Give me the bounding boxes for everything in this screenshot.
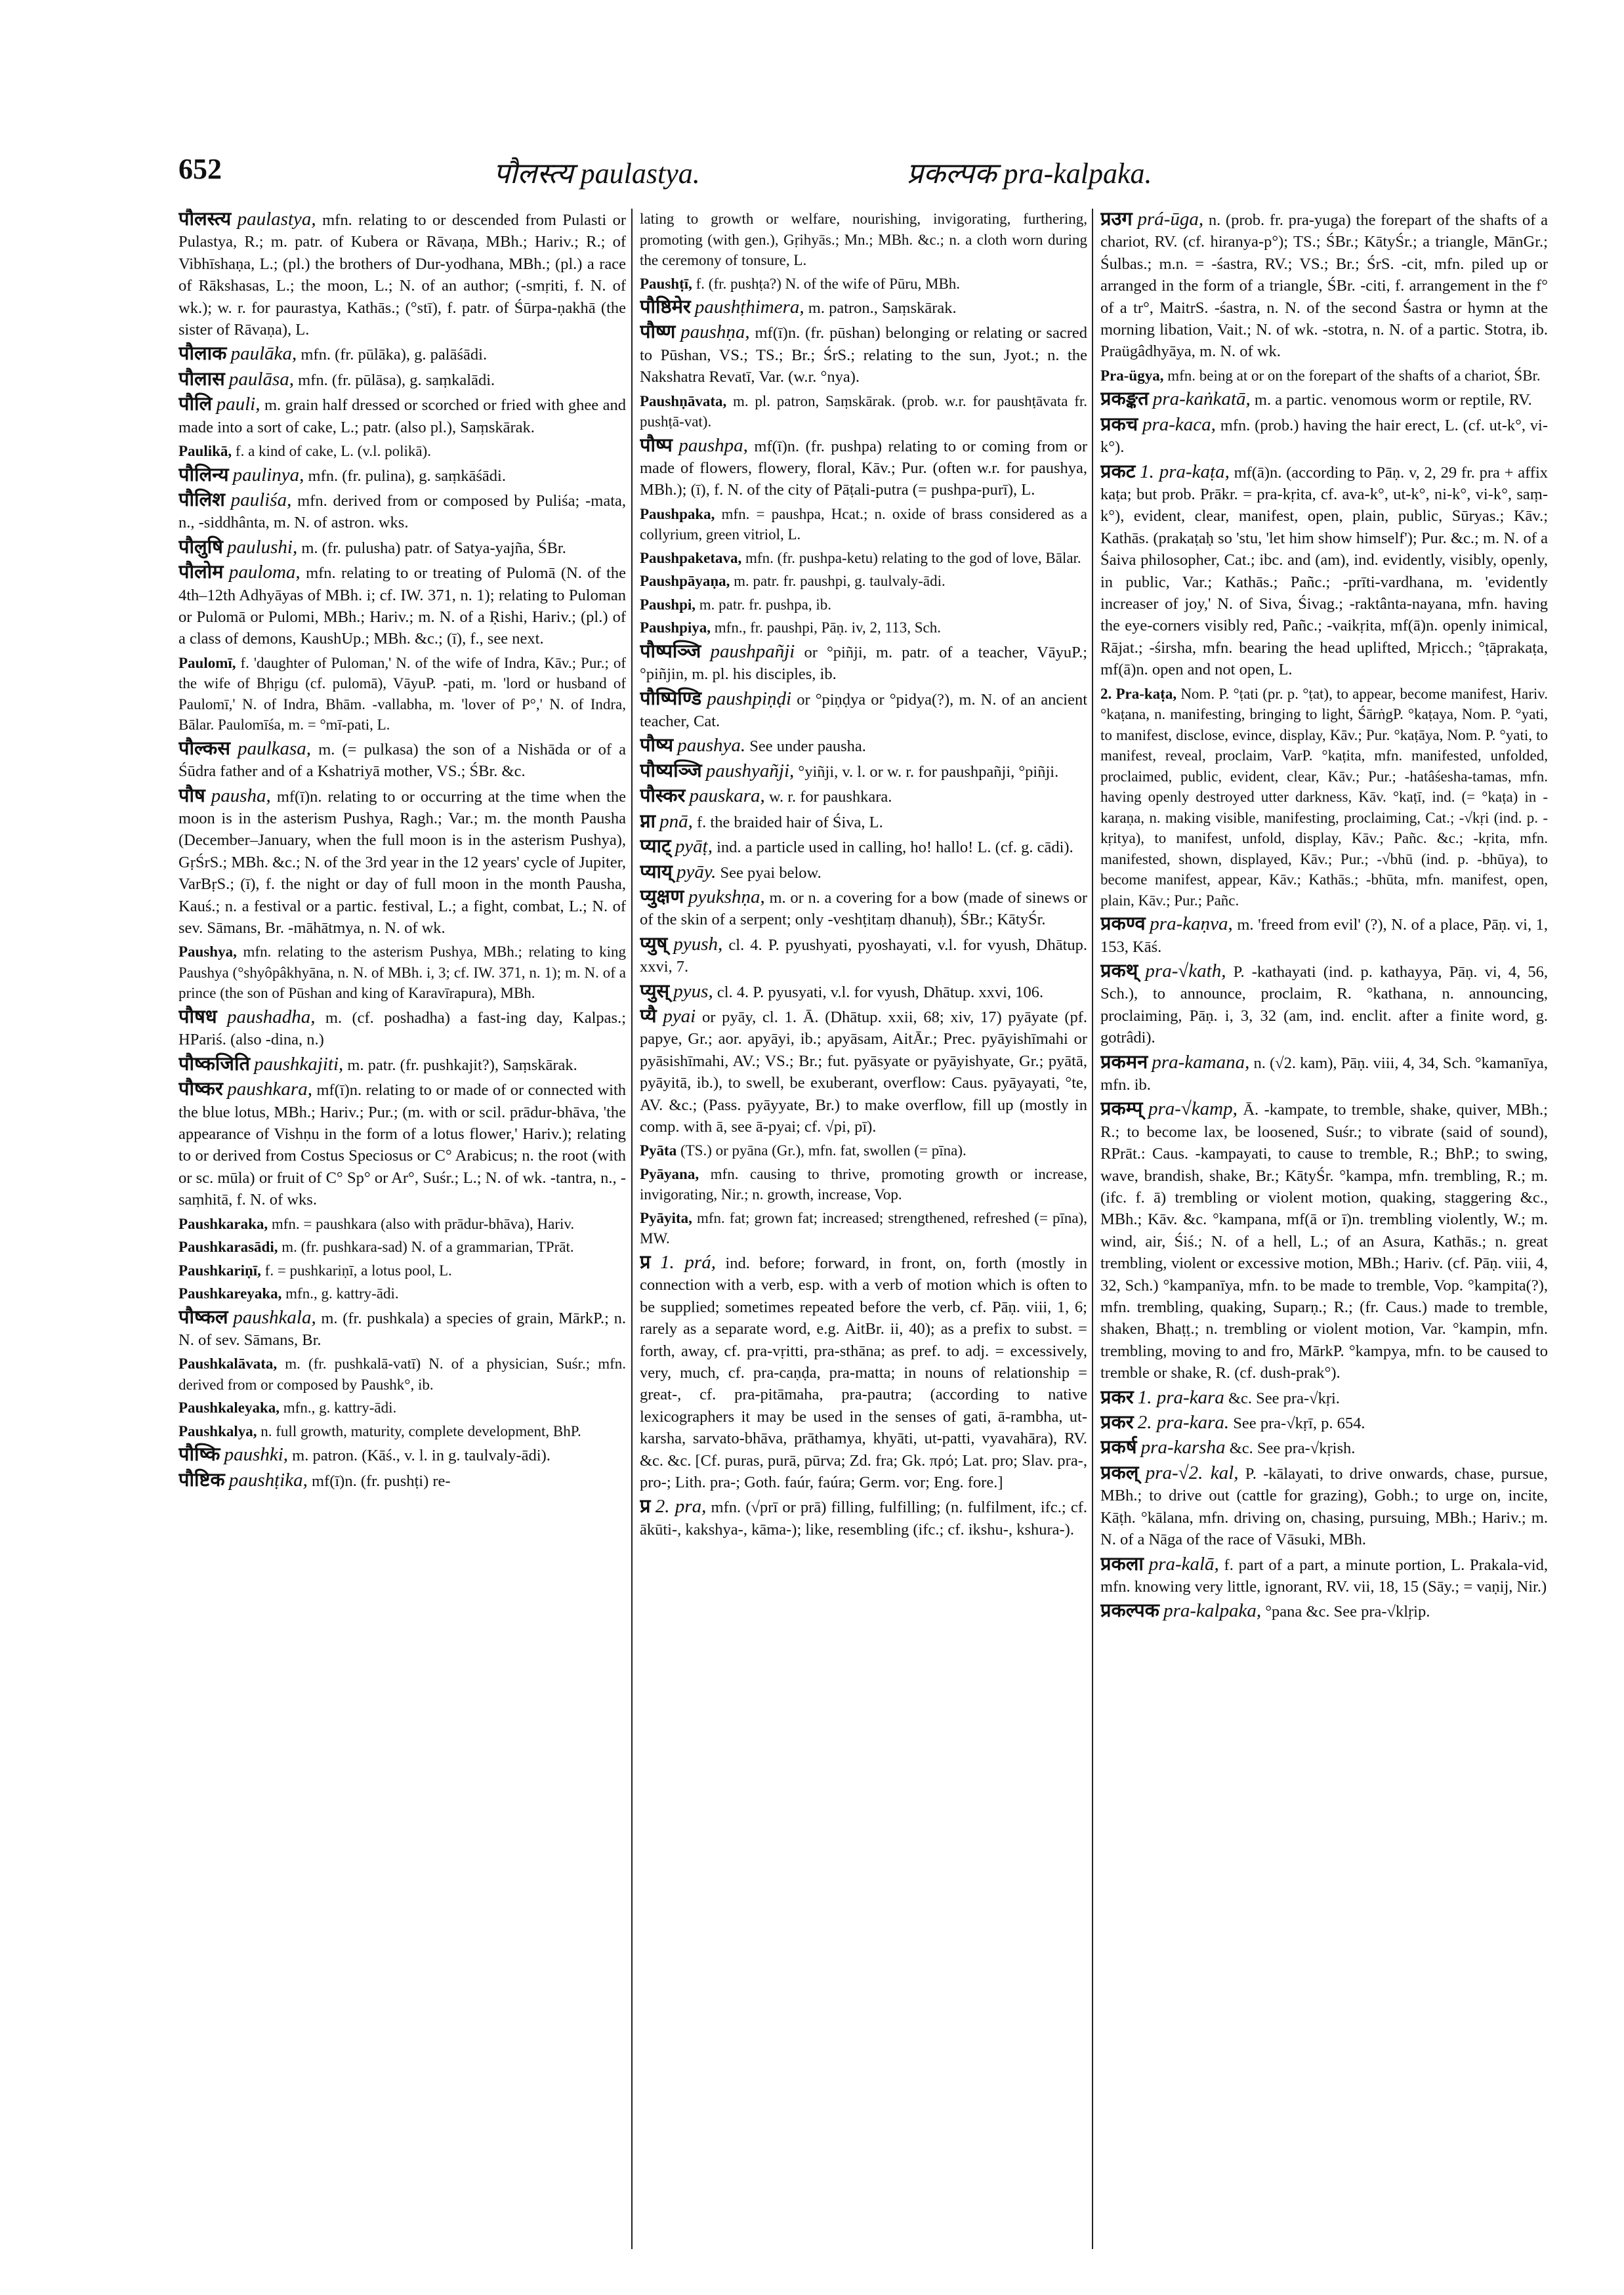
headword-transliteration: paushki, — [224, 1444, 289, 1466]
sub-headword: Paushpaka, — [640, 505, 715, 522]
sub-headword: Paushkareyaka, — [178, 1285, 282, 1302]
dictionary-entry — [1100, 209, 1548, 363]
headword-transliteration: pra-karsha — [1140, 1437, 1226, 1458]
definition-text: mfn. relating to or descended from Pulasti or Pulastya, R.; m. patr. of Kubera or Rāvaṇa, MBh.; Hariv.; R.; of Vibhīshaṇa, L.; (pl.) the brothers of Dur-yodhana, MBh.; (pl.) a race of Rākshasas, L.; the moon, L.; N. of an author; (-smṛiti, f. N. of wk.); w. r. for paurastya, Kathās.; (°stī), f. patr. of Śūrpa-ṇakhā (the sister of Rāvaṇa), L. — [178, 211, 626, 339]
sub-entry — [640, 1208, 1087, 1249]
headword-transliteration: pyai — [663, 1005, 696, 1027]
dictionary-entry — [1100, 961, 1548, 1049]
definition-text: n. full growth, maturity, complete development, BhP. — [260, 1422, 581, 1439]
headword-transliteration: paushadha, — [226, 1006, 316, 1027]
definition-text: mfn. = paushpa, Hcat.; n. oxide of brass considered as a collyrium, green vitriol, L. — [640, 505, 1087, 543]
headword-devanagari: प्युक्षण — [640, 886, 684, 907]
dictionary-entry — [1100, 1052, 1548, 1096]
sub-headword: Paushpiya, — [640, 619, 711, 636]
dictionary-entry — [178, 209, 626, 341]
dictionary-entry — [1100, 913, 1548, 958]
definition-text: mfn. causing to thrive, promoting growth or increase, invigorating, Nir.; n. growth, increase, Vop. — [640, 1165, 1087, 1203]
dictionary-entry — [178, 1470, 626, 1492]
definition-text: mfn. relating to the asterism Pushya, MBh.; relating to king Paushya (°shyôpâkhyāna, n. N. of MBh. i, 3; cf. IW. 371, n. 1); m. N. of a prince (the son of Pūshan and king of Karavīrapura), MBh. — [178, 943, 626, 1002]
dictionary-entry — [1100, 1412, 1548, 1434]
headword-transliteration: pra-√kamp, — [1148, 1098, 1238, 1120]
definition-text: P. -kathayati (ind. p. kathayya, Pāṇ. vi, 4, 56, Sch.), to announce, proclaim, R. °kathana, n. announcing, proclaiming, Pāṇ. i, 3, 32 (am, ind. enclit. after a finite word, g. gotrâdi). — [1100, 962, 1548, 1047]
headword-transliteration: pra-kaṇva, — [1150, 913, 1233, 935]
definition-text: mfn. (prob.) having the hair erect, L. (cf. ut-k°, vi-k°). — [1100, 416, 1548, 457]
headword-devanagari: पौष्कल — [178, 1306, 228, 1328]
sub-entry — [178, 1214, 626, 1235]
dictionary-entry — [640, 321, 1087, 388]
headword-transliteration: paushpa, — [678, 434, 748, 456]
headword-transliteration: pauli, — [216, 394, 260, 415]
definition-text: f. part of a part, a minute portion, L. Prakala-vid, mfn. knowing very little, ignorant, RV. vii, 18, 15 (Sāy.; = vaṇij, Nir.) — [1100, 1556, 1548, 1596]
definition-text: lating to growth or welfare, nourishing, invigorating, furthering, promoting (with gen.), Gṛihyās.; Mn.; MBh. &c.; n. a cloth worn during the ceremony of tonsure, L. — [640, 211, 1087, 268]
headword-devanagari: पौलि — [178, 394, 213, 415]
headword-devanagari: प्रकर्ष — [1100, 1437, 1137, 1458]
headword-transliteration: pyāy. — [677, 861, 717, 882]
headword-transliteration: pausha, — [211, 785, 271, 806]
definition-text: f. a kind of cake, L. (v.l. polikā). — [235, 443, 431, 460]
definition-text: f. 'daughter of Puloman,' N. of the wife of Indra, Kāv.; Pur.; of the wife of Bhṛigu (cf. pulomā), VāyuP. -pati, m. 'lord or husband of Paulomī,' N. of Indra, Bhām. -vallabha, m. 'lover of P°,' N. of Indra, Bālar. Paulomīśa, m. = °mī-pati, L. — [178, 654, 626, 734]
definition-text: m. (= pulkasa) the son of a Nishāda or of a Śūdra father and of a Kshatriyā mother, VS.; ŚBr. &c. — [178, 740, 626, 781]
dictionary-entry — [1100, 388, 1548, 411]
sub-headword: Paushpāyaṇa, — [640, 573, 730, 590]
headword-devanagari: पौष्ठिमेर — [640, 297, 691, 318]
headword-transliteration: 1. pra-kaṭa, — [1140, 461, 1230, 482]
sub-entry — [178, 1421, 626, 1442]
headword-devanagari: पौष्टिक — [178, 1469, 225, 1491]
headword-devanagari: पौलोम — [178, 562, 224, 583]
headword-transliteration: pauliśa, — [230, 489, 292, 510]
definition-text: or °piñji, m. patr. of a teacher, VāyuP.; °piñjin, m. pl. his disciples, ib. — [640, 643, 1087, 684]
sub-entry — [640, 1164, 1087, 1205]
headword-devanagari: प्रकमन — [1100, 1051, 1148, 1073]
headword-transliteration: pyāṭ, — [675, 836, 713, 858]
headword-devanagari: प्र — [640, 1496, 651, 1518]
headword-transliteration: pra-kaca, — [1142, 413, 1216, 435]
headword-devanagari: पौष्यञ्जि — [640, 760, 702, 781]
dictionary-entry — [640, 934, 1087, 978]
definition-text: See pyai below. — [720, 863, 822, 882]
sub-entry — [640, 209, 1087, 271]
headword-devanagari: पौष्पिण्डि — [640, 688, 702, 709]
sub-headword: Pyāta — [640, 1142, 677, 1159]
definition-text: m. (fr. pushkara-sad) N. of a grammarian, TPrāt. — [281, 1239, 574, 1256]
dictionary-entry — [640, 1252, 1087, 1493]
sub-headword: Paushṭī, — [640, 275, 692, 292]
definition-text: mfn. (fr. pūlāka), g. palāśādi. — [301, 346, 488, 364]
headword-transliteration: paulāsa, — [228, 368, 294, 390]
definition-text: mfn. (√prī or prā) filling, fulfilling; (n. fulfilment, ifc.; cf. ākūti-, kakshya-, kāma-); like, resembling (ifc.; cf. ikshu-, kshura-). — [640, 1499, 1087, 1539]
headword-transliteration: pra-kalā, — [1148, 1553, 1219, 1575]
headword-transliteration: pauloma, — [228, 562, 301, 583]
headword-devanagari: पौल्कस — [178, 737, 230, 759]
definition-text: mf(ī)n. (fr. pūshan) belonging or relating or sacred to Pūshan, VS.; TS.; Br.; ŚrS.; relating to the sun, Jyot.; n. the Nakshatra Revatī, Var. (w.r. °nya). — [640, 324, 1087, 386]
headword-devanagari: प्रकथ् — [1100, 960, 1138, 982]
sub-entry — [640, 571, 1087, 592]
sub-headword: Paulomī, — [178, 654, 236, 671]
definition-text: mfn. fat; grown fat; increased; strengthened, refreshed (= pīna), MW. — [640, 1209, 1087, 1247]
definition-text: m. pl. patron, Saṃskārak. (prob. w.r. for paushṭāvata fr. pushṭā-vat). — [640, 392, 1087, 430]
headword-devanagari: प्रकम्प् — [1100, 1098, 1143, 1120]
definition-text: f. the braided hair of Śiva, L. — [697, 813, 883, 831]
dictionary-entry — [178, 369, 626, 391]
definition-text: &c. See pra-√kṛi. — [1228, 1389, 1340, 1407]
headword-transliteration: pauskara, — [689, 785, 765, 807]
dictionary-entry — [178, 394, 626, 438]
dictionary-entry — [178, 1006, 626, 1051]
definition-text: n. (prob. fr. pra-yuga) the forepart of the shafts of a chariot, RV. (cf. hiranya-p°); TS.; ŚBr.; KātyŚr.; a triangle, MānGr.; Śulbas.; m.n. = -śastra, RV.; VS.; Br.; ŚrS. -cit, mfn. piled up or arranged in the form of a triangle, ŚBr. -citi, f. arrangement in the f° of a tr°, MaitrS. -śastra, n. N. of the second Śastra or hymn at the morning libation, Vait.; N. of wk. -stotra, n. N. of a partic. Stotra, ib. Praügâdhyāya, m. N. of wk. — [1100, 211, 1548, 361]
dictionary-entry — [1100, 461, 1548, 681]
sub-entry — [178, 1260, 626, 1281]
headword-transliteration: paushpañji — [710, 640, 795, 662]
dictionary-entry — [640, 435, 1087, 501]
headword-transliteration: paushkara, — [227, 1079, 312, 1100]
definition-text: mfn. (fr. pūlāsa), g. saṃkalādi. — [298, 371, 495, 389]
headword-devanagari: प्युस् — [640, 980, 670, 1002]
sub-entry — [178, 1354, 626, 1395]
definition-text: mfn. relating to or treating of Pulomā (N. of the 4th–12th Adhyāyas of MBh. i; cf. IW. 371, n. 1); relating to Puloman or Pulomā or Pulomi, MBh.; Hariv.; m. N. of a Ṛishi, Hariv.; (pl.) of a class of demons, KaushUp.; MBh. &c.; (ī), f., see next. — [178, 564, 626, 648]
dictionary-entry — [640, 785, 1087, 808]
dictionary-entry — [1100, 1098, 1548, 1384]
dictionary-entry — [178, 785, 626, 940]
definition-text: Nom. P. °ṭati (pr. p. °ṭat), to appear, become manifest, Hariv. °kaṭana, n. manifesting, bringing to light, ŚārṅgP. °kaṭaya, Nom. P. °yati, to manifest, disclose, evince, display, Kāv.; Pur. °kaṭāya, Nom. P. °yati, to manifest, reveal, proclaim, VarP. °kaṭita, mfn. manifested, unfolded, proclaimed, public, evident, clear, Kāv.; Pur.; -hatâśesha-tamas, mfn. having openly destroyed utter darkness, Kāv. °kaṭī, ind. (= °kaṭa) in -karaṇa, n. making visible, manifesting, proclaiming, Cat.; -√kṛi (ind. p. -kṛitya), to manifest, unfold, display, Kāv.; Pañc. &c.; -kṛita, mfn. manifested, shown, displayed, Kāv.; Pur.; -√bhū (ind. p. -bhūya), to become manifest, appear, Kāv.; Kathās.; -bhūta, mfn. manifest, open, plain, Kāv.; Pur.; Pañc. — [1100, 685, 1548, 909]
page-header — [178, 152, 1556, 198]
sub-headword: 2. Pra-kaṭa, — [1100, 685, 1177, 702]
definition-text: m. a partic. venomous worm or reptile, RV. — [1254, 391, 1532, 409]
dictionary-entry — [640, 1496, 1087, 1540]
dictionary-entry — [640, 297, 1087, 319]
dictionary-entry — [178, 1307, 626, 1352]
headword-devanagari: प्रकण्व — [1100, 913, 1146, 935]
definition-text: &c. See pra-√kṛish. — [1229, 1439, 1356, 1458]
definition-text: cl. 4. P. pyusyati, v.l. for vyush, Dhātup. xxvi, 106. — [717, 983, 1044, 1001]
sub-headword: Pra-ügya, — [1100, 367, 1164, 384]
sub-entry — [640, 594, 1087, 615]
headword-devanagari: पौलाक — [178, 343, 227, 365]
definition-text: mfn., fr. paushpi, Pāṇ. iv, 2, 113, Sch. — [714, 619, 941, 636]
sub-headword: Paushṇāvata, — [640, 392, 727, 409]
sub-headword: Paushpaketava, — [640, 549, 742, 566]
dictionary-entry — [640, 981, 1087, 1003]
sub-headword: Paushkaleyaka, — [178, 1399, 280, 1416]
definition-text: °pana &c. See pra-√klṛip. — [1265, 1603, 1430, 1621]
definition-text: m. (fr. pushkala) a species of grain, MārkP.; n. N. of sev. Sāmans, Br. — [178, 1309, 626, 1350]
headword-devanagari: प्रकट — [1100, 461, 1136, 482]
headword-transliteration: paushkajiti, — [254, 1053, 344, 1075]
headword-transliteration: paushkala, — [233, 1306, 316, 1328]
dictionary-entry — [640, 760, 1087, 783]
dictionary-entry — [178, 343, 626, 365]
definition-text: mf(ā)n. (according to Pāṇ. v, 2, 29 fr. pra + affix kaṭa; but prob. Prākr. = pra-kṛita, cf. ava-k°, ut-k°, ni-k°, vi-k°, saṃ-k°), evident, clear, manifest, open, plain, public, Sūryas.; Kāv.; Kathās. (prakaṭaḥ so 'stu, 'let him show himself'); Pur. &c.; m. N. of a Śaiva philosopher, Cat.; ibc. and (am), ind. evidently, visibly, openly, in public, Var.; Kathās.; Pañc.; -prīti-vardhana, m. 'evidently increaser of joy,' N. of Siva, Śivag.; -raktânta-nayana, mfn. having the eye-corners visibly red, Pañc.; -vaikṛita, mf(ā)n. openly inimical, Rājat.; -śirsha, mfn. bearing the head uplifted, Mṛicch.; °ṭāprakaṭa, mf(ā)n. open and not open, L. — [1100, 463, 1548, 679]
headword-transliteration: paulastya, — [237, 209, 316, 230]
dictionary-entry — [1100, 1554, 1548, 1598]
headword-devanagari: पौष्य — [640, 735, 674, 756]
definition-text: n. (√2. kam), Pāṇ. viii, 4, 34, Sch. °kamanīya, mfn. ib. — [1100, 1054, 1548, 1094]
sub-headword: Paulikā, — [178, 443, 232, 460]
headword-devanagari: प्र — [640, 1251, 651, 1273]
dictionary-column-2 — [640, 209, 1087, 2256]
dictionary-entry — [1100, 1437, 1548, 1459]
definition-text: m. or n. a covering for a bow (made of sinews or of the skin of a serpent; only -veshṭitaṃ dhanuḥ), ŚBr.; KātyŚr. — [640, 888, 1087, 929]
column-divider — [631, 209, 633, 2249]
dictionary-entry — [178, 489, 626, 534]
headword-transliteration: 1. pra-kara — [1137, 1386, 1224, 1408]
headword-transliteration: pyush, — [673, 933, 723, 955]
headword-transliteration: pnā, — [659, 810, 693, 832]
dictionary-entry — [640, 861, 1087, 884]
definition-text: m. patr. fr. paushpi, g. taulvaly-ādi. — [734, 573, 946, 590]
sub-entry — [640, 504, 1087, 545]
right-guide-word: प्रकल्पक pra-kalpaka. — [907, 157, 1152, 190]
headword-devanagari: पौलास — [178, 368, 225, 390]
headword-transliteration: pra-kalpaka, — [1163, 1600, 1262, 1622]
definition-text: f. (fr. pushṭa?) N. of the wife of Pūru, MBh. — [696, 275, 961, 292]
headword-devanagari: प्रकला — [1100, 1553, 1144, 1575]
sub-entry — [640, 1140, 1087, 1161]
headword-devanagari: पौष्ण — [640, 321, 676, 343]
headword-transliteration: prá-ūga, — [1137, 209, 1204, 230]
sub-entry — [1100, 684, 1548, 911]
headword-devanagari: प्ना — [640, 810, 656, 832]
headword-devanagari: प्रकङ्कत — [1100, 388, 1149, 410]
definition-text: mfn. derived from or composed by Puliśa; -mata, n., -siddhânta, m. N. of astron. wks. — [178, 491, 626, 532]
headword-devanagari: पौष्कजिति — [178, 1053, 250, 1075]
sub-entry — [640, 548, 1087, 569]
headword-transliteration: paulāka, — [230, 343, 297, 365]
headword-transliteration: pyukshṇa, — [688, 886, 765, 907]
definition-text: mfn. being at or on the forepart of the shafts of a chariot, ŚBr. — [1167, 367, 1541, 384]
headword-transliteration: paushya. — [677, 735, 746, 756]
sub-entry — [178, 1397, 626, 1418]
sub-entry — [640, 617, 1087, 638]
definition-text: P. -kālayati, to drive onwards, chase, pursue, MBh.; to drive out (cattle for grazing), Gobh.; to urge on, incite, Kāṭh. °kālana, mfn. driving on, chasing, pursuing, MBh.; Hariv.; m. N. of a Nāga of the race of Vāsuki, MBh. — [1100, 1464, 1548, 1549]
dictionary-entry — [178, 562, 626, 650]
definition-text: mfn. = paushkara (also with prādur-bhāva), Hariv. — [271, 1215, 575, 1232]
headword-transliteration: paulinya, — [232, 464, 304, 486]
headword-transliteration: paushṭika, — [228, 1469, 308, 1491]
headword-devanagari: प्युष् — [640, 933, 668, 955]
headword-devanagari: प्रउग — [1100, 209, 1133, 230]
definition-text: m. patron., Saṃskārak. — [808, 299, 957, 317]
headword-devanagari: पौलिन्य — [178, 464, 229, 486]
headword-transliteration: paushṭhimera, — [694, 297, 804, 318]
definition-text: m. 'freed from evil' (?), N. of a place, Pāṇ. vi, 1, 153, Kāś. — [1100, 916, 1548, 956]
definition-text: m. (fr. pushkalā-vatī) N. of a physician, Suśr.; mfn. derived from or composed by Paushk°, ib. — [178, 1355, 626, 1393]
headword-devanagari: पौष्कि — [178, 1444, 220, 1466]
sub-entry — [178, 941, 626, 1004]
dictionary-entry — [1100, 1387, 1548, 1409]
sub-entry — [178, 441, 626, 462]
dictionary-entry — [640, 641, 1087, 686]
headword-devanagari: प्रकर — [1100, 1386, 1134, 1408]
dictionary-entry — [640, 836, 1087, 858]
dictionary-entry — [640, 1006, 1087, 1138]
headword-transliteration: pra-√kath, — [1145, 960, 1226, 982]
definition-text: °yiñji, v. l. or w. r. for paushpañji, °piñji. — [798, 762, 1059, 781]
headword-devanagari: पौस्कर — [640, 785, 686, 807]
dictionary-entry — [178, 1079, 626, 1210]
dictionary-entry — [178, 1054, 626, 1076]
definition-text: m. patr. (fr. pushkajit?), Saṃskārak. — [347, 1056, 577, 1074]
headword-devanagari: पौलिश — [178, 489, 225, 510]
sub-headword: Pyāyita, — [640, 1209, 692, 1226]
headword-devanagari: पौष — [178, 785, 205, 806]
definition-text: mf(ī)n. relating to or occurring at the time when the moon is in the asterism Pushya, Ragh.; Var.; m. the month Pausha (December–January, when the full moon is in the asterism Pushya), GṛŚrS.; MBh. &c.; N. of the 3rd year in the 12 years' cycle of Jupiter, VarBṛS.; (ī), f. the night or day of full moon in the month Pausha, Kauś.; n. a festival or a partic. festival, L.; a fight, combat, L.; N. of sev. Sāmans, Br. -māhātmya, n. N. of wk. — [178, 787, 626, 938]
headword-transliteration: pra-√2. kal, — [1145, 1462, 1239, 1483]
definition-text: w. r. for paushkara. — [768, 788, 892, 806]
dictionary-column-1 — [178, 209, 626, 2256]
sub-headword: Paushya, — [178, 943, 237, 961]
definition-text: (TS.) or pyāna (Gr.), mfn. fat, swollen (= pīna). — [680, 1142, 967, 1159]
definition-text: m. patron. (Kāś., v. l. in g. taulvaly-ādi). — [292, 1447, 551, 1465]
definition-text: mfn., g. kattry-ādi. — [285, 1285, 399, 1302]
dictionary-entry — [1100, 414, 1548, 459]
definition-text: mf(ī)n. (fr. pushpa) relating to or coming from or made of flowers, flowery, floral, Kāv.; Pur. (often w.r. for paushya, MBh.); (ī), f. N. of the city of Pāṭali-putra (= pushpa-purī), L. — [640, 437, 1087, 499]
definition-text: m. (cf. poshadha) a fast-ing day, Kalpas.; HPariś. (also -dina, n.) — [178, 1008, 626, 1049]
headword-devanagari: पौलुषि — [178, 536, 223, 558]
headword-transliteration: pra-kamana, — [1152, 1051, 1250, 1073]
definition-text: f. = pushkariṇī, a lotus pool, L. — [264, 1262, 452, 1279]
headword-devanagari: प्रकल् — [1100, 1462, 1139, 1483]
headword-transliteration: 1. prá, — [660, 1251, 716, 1273]
sub-headword: Pyāyana, — [640, 1165, 699, 1182]
headword-devanagari: प्यै — [640, 1005, 657, 1027]
dictionary-entry — [640, 735, 1087, 757]
dictionary-entry — [178, 465, 626, 487]
headword-devanagari: पौष्पञ्जि — [640, 640, 701, 662]
headword-devanagari: पौष्प — [640, 434, 673, 456]
definition-text: cl. 4. P. pyushyati, pyoshayati, v.l. for vyush, Dhātup. xxvi, 7. — [640, 936, 1087, 976]
dictionary-entry — [178, 738, 626, 783]
definition-text: mf(ī)n. (fr. pushṭi) re- — [311, 1472, 451, 1490]
headword-devanagari: पौलस्त्य — [178, 209, 232, 230]
definition-text: or °piṇḍya or °pidya(?), m. N. of an ancient teacher, Cat. — [640, 690, 1087, 731]
sub-entry — [640, 274, 1087, 295]
headword-transliteration: paulushi, — [227, 536, 298, 558]
headword-transliteration: paushṇa, — [680, 321, 750, 343]
sub-entry — [178, 653, 626, 735]
headword-devanagari: प्याट् — [640, 836, 671, 858]
definition-text: ind. before; forward, in front, on, forth (mostly in connection with a verb, esp. with a verb of motion which is often to be supplied; sometimes repeated before the verb, cf. Pāṇ. viii, 1, 6; rarely as a separate word, e.g. AitBr. ii, 40); as a prefix to subst. = forth, away, cf. pra-vṛitti, pra-sthāna; as pref. to adj. = excessively, very, much, cf. pra-caṇḍa, pra-matta; in nouns of relationship = great-, cf. pra-pitāmaha, pra-pautra; (according to native lexicographers it may be used in the senses of gati, ā-rambha, ut-karsha, sarvato-bhāva, prāthamya, khyāti, ut-patti, vyavahāra), RV. &c. &c. [Cf. puras, purā, pūrva; Zd. fra; Gk. πρό; Lat. pro; Slav. pra-, pro-; Lith. pra-; Goth. faúr, faúra; Germ. vor; Eng. fore.] — [640, 1254, 1087, 1491]
headword-transliteration: paulkasa, — [238, 737, 312, 759]
headword-transliteration: paushyañji, — [705, 760, 795, 781]
dictionary-entry — [640, 688, 1087, 733]
definition-text: m. patr. fr. pushpa, ib. — [699, 596, 831, 613]
sub-entry — [640, 391, 1087, 432]
definition-text: See under pausha. — [749, 737, 866, 756]
definition-text: mfn. (fr. pushpa-ketu) relating to the god of love, Bālar. — [745, 549, 1081, 566]
headword-devanagari: पौष्कर — [178, 1079, 223, 1100]
definition-text: See pra-√kṛī, p. 654. — [1233, 1415, 1365, 1433]
definition-text: or pyāy, cl. 1. Ā. (Dhātup. xxii, 68; xiv, 17) pyāyate (pf. papye, Gr.; aor. apyāyi, ib.; apyāsam, AitĀr.; Prec. pyāyishīmahi or pyāsishīmahi, AV.; VS.; Br.; fut. pyāsyate or pyāyishyate, Gr.; pyātā, pyāyitā, ib.), to swell, be exuberant, overflow: Caus. pyāyayati, °te, AV. &c.; (Pass. pyāyyate, Br.) to make overflow, fill up (mostly in comp. with ā, see ā-pyai; cf. √pi, pī). — [640, 1008, 1087, 1136]
definition-text: m. (fr. pulusha) patr. of Satya-yajña, ŚBr. — [301, 539, 566, 557]
dictionary-entry — [178, 1444, 626, 1466]
headword-devanagari: प्रकल्पक — [1100, 1600, 1159, 1622]
headword-devanagari: प्रकर — [1100, 1412, 1134, 1434]
dictionary-entry — [1100, 1462, 1548, 1551]
dictionary-entry — [178, 537, 626, 559]
definition-text: mfn., g. kattry-ādi. — [283, 1399, 397, 1416]
headword-devanagari: प्याय् — [640, 861, 673, 882]
sub-headword: Paushkaraka, — [178, 1215, 268, 1232]
dictionary-entry — [640, 811, 1087, 833]
definition-text: Ā. -kampate, to tremble, shake, quiver, MBh.; R.; to become lax, be loosened, Suśr.; to vibrate (said of sound), RPrāt.: Caus. -kampayati, to cause to tremble, R.; BhP.; to swing, wave, brandish, shake, Br.; KātyŚr. °kampa, mfn. trembling, R.; m. (ifc. f. ā) trembling or violent motion, quaking, staggering &c., MBh.; Kāv. &c. °kampana, mf(ā or ī)n. trembling violently, W.; m. wind, air, Śiś.; N. of a hell, L.; of an Asura, Kathās.; n. great trembling, violent or excessive motion, MBh.; Hariv. (cf. Pāṇ. viii, 4, 32, Sch.) °kampanīya, mfn. to be made to tremble, Vop. °kampita(?), mfn. trembling, quaking, Suparṇ.; R.; (fr. Caus.) made to tremble, shaken, Bhaṭṭ.; n. trembling or violent motion, Var. °kampin, mfn. trembling, moving to and fro, MārkP. °kampya, mfn. to be caused to tremble or shake, R. (cf. dush-prak°). — [1100, 1101, 1548, 1382]
page-number: 652 — [178, 153, 222, 185]
column-divider — [1092, 209, 1093, 2249]
sub-headword: Paushkariṇī, — [178, 1262, 261, 1279]
headword-transliteration: 2. pra-kara. — [1137, 1412, 1230, 1434]
sub-entry — [1100, 365, 1548, 386]
headword-devanagari: प्रकच — [1100, 413, 1138, 435]
sub-headword: Paushkalya, — [178, 1422, 257, 1439]
definition-text: m. grain half dressed or scorched or fried with ghee and made into a sort of cake, L.; patr. (also pl.), Saṃskārak. — [178, 396, 626, 436]
headword-transliteration: pra-kaṅkatā, — [1152, 388, 1251, 410]
definition-text: ind. a particle used in calling, ho! hallo! L. (cf. g. cādi). — [717, 838, 1073, 857]
headword-transliteration: pyus, — [673, 980, 713, 1002]
sub-entry — [178, 1237, 626, 1258]
dictionary-column-3 — [1100, 209, 1548, 2256]
sub-headword: Paushpi, — [640, 596, 696, 613]
headword-transliteration: 2. pra, — [655, 1496, 707, 1518]
sub-headword: Paushkarasādi, — [178, 1239, 278, 1256]
headword-devanagari: पौषध — [178, 1006, 217, 1027]
dictionary-entry — [1100, 1600, 1548, 1623]
sub-entry — [178, 1283, 626, 1304]
sub-headword: Paushkalāvata, — [178, 1355, 278, 1373]
definition-text: mfn. (fr. pulina), g. saṃkāśādi. — [308, 466, 506, 485]
left-guide-word: पौलस्त्य paulastya. — [493, 157, 700, 190]
dictionary-entry — [640, 886, 1087, 931]
definition-text: mf(ī)n. relating to or made of or connected with the blue lotus, MBh.; Hariv.; Pur.; (m. with or scil. prādur-bhāva, 'the appearance of Vishṇu in the form of a lotus flower,' Hariv.); relating to or derived from Costus Speciosus or C° Arabicus; n. the root (with or sc. mūla) or fruit of C° Sp° or Ar°, Suśr.; L.; N. of wk. -tantra, n., -saṃhitā, f. N. of wks. — [178, 1081, 626, 1209]
headword-transliteration: paushpiṇḍi — [707, 688, 792, 709]
